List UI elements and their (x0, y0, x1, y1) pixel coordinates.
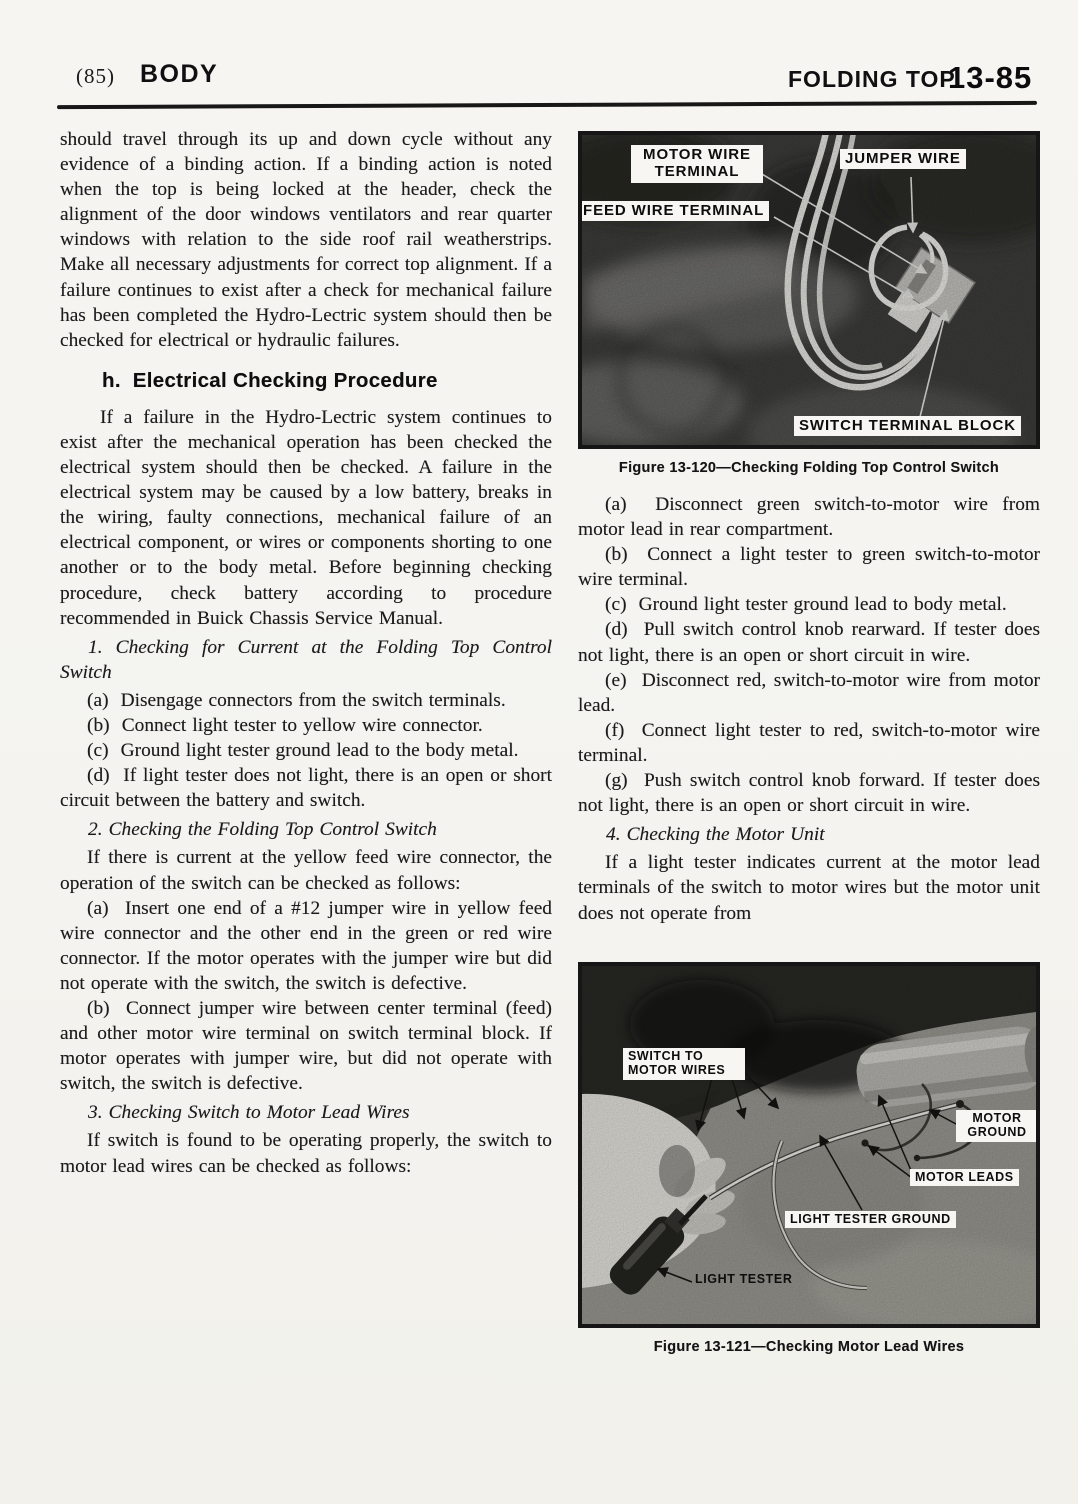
label-switch-to-motor-wires: SWITCH TO MOTOR WIRES (623, 1048, 745, 1080)
subheading-3: 3. Checking Switch to Motor Lead Wires (88, 1102, 410, 1124)
list-item: (b) Connect light tester to yellow wire connector. (87, 714, 483, 736)
list-item: (b) Connect jumper wire between center terminal (feed) and other motor wire terminal on switch terminal block. If motor operates with jumper wire, but did not operate with switch, the switch is defective. (60, 998, 552, 1095)
label-motor-wire-terminal: MOTOR WIRE TERMINAL (631, 145, 763, 183)
heading-electrical-checking-procedure: h. Electrical Checking Procedure (102, 368, 438, 392)
figure-13-121-caption: Figure 13-121—Checking Motor Lead Wires (653, 1338, 965, 1355)
list-item: (e) Disconnect red, switch-to-motor wire from motor lead. (578, 669, 1040, 716)
page-ref: (85) (76, 64, 115, 88)
list-item: (a) Insert one end of a #12 jumper wire in yellow feed wire connector and the other end in the green or red wire connector. If the motor operates with the jumper wire but did not operate with the switch, the switch is defective. (60, 897, 552, 994)
list-item: (a) Disengage connectors from the switch terminals. (87, 689, 506, 711)
label-light-tester: LIGHT TESTER (695, 1271, 793, 1286)
paragraph-intro: If a failure in the Hydro-Lectric system continues to exist after the mechanical operation has been checked the electrical system should then be checked. A failure in the electrical system may be caused by a low battery, breaks in the wiring, faulty connections, mechanical failure of an electrical component, or wires or components shorting to one another or to the body metal. Before beginning checking procedure, check battery according to procedure recommended in Buick Chassis Service Manual. (60, 406, 552, 629)
list-item: (a) Disconnect green switch-to-motor wire from motor lead in rear compartment. (578, 494, 1040, 541)
figure-13-120-caption: Figure 13-120—Checking Folding Top Control Switch (618, 460, 1000, 476)
label-light-tester-ground: LIGHT TESTER GROUND (785, 1211, 956, 1229)
chapter-title: FOLDING TOP (788, 66, 956, 92)
header-rule (57, 101, 1037, 109)
figure-13-120 (578, 131, 1040, 476)
label-switch-terminal-block: SWITCH TERMINAL BLOCK (794, 416, 1021, 436)
list-item: (g) Push switch control knob forward. If tester does not light, there is an open or short circuit in wire. (578, 770, 1040, 817)
subheading-4: 4. Checking the Motor Unit (606, 824, 825, 846)
section-title: BODY (140, 60, 219, 88)
paragraph: If switch is found to be operating properly, the switch to motor lead wires can be checked as follows: (60, 1130, 552, 1177)
list-item: (f) Connect light tester to red, switch-to-motor wire terminal. (578, 719, 1040, 766)
page-number: 13-85 (948, 60, 1033, 95)
paragraph: If a light tester indicates current at the motor lead terminals of the switch to motor wires but the motor unit does not operate from (578, 852, 1040, 924)
figure-13-120-photo (578, 131, 1040, 449)
figure-13-121-photo (578, 962, 1040, 1328)
list-item: (d) Pull switch control knob rearward. If tester does not light, there is an open or short circuit in wire. (578, 619, 1040, 666)
label-feed-wire-terminal: FEED WIRE TERMINAL (578, 201, 769, 221)
paragraph-continuation: should travel through its up and down cycle without any evidence of a binding action. If a binding action is noted when the top is being locked at the header, check the alignment of the door windows ventilators and rear quarter windows with relation to the side roof rail weatherstrips. Make all necessary adjustments for correct top alignment. If a failure continues to exist after a check for mechanical failure has been completed the Hydro-Lectric system should then be checked for electrical or hydraulic failures. (60, 129, 552, 351)
right-column (578, 131, 1040, 1371)
list-item: (c) Ground light tester ground lead to body metal. (605, 594, 1007, 616)
list-item: (c) Ground light tester ground lead to the body metal. (87, 740, 519, 762)
subheading-1: 1. Checking for Current at the Folding Top Control Switch (60, 636, 552, 683)
subheading-2: 2. Checking the Folding Top Control Switch (88, 819, 437, 841)
label-motor-leads: MOTOR LEADS (910, 1169, 1019, 1187)
figure-13-121 (578, 962, 1040, 1355)
paragraph: If there is current at the yellow feed wire connector, the operation of the switch can be checked as follows: (60, 847, 552, 894)
figure-13-121-art (582, 966, 1036, 1324)
label-jumper-wire: JUMPER WIRE (840, 149, 966, 169)
list-item: (b) Connect a light tester to green switch-to-motor wire terminal. (578, 544, 1040, 591)
left-column (60, 127, 552, 1179)
list-item: (d) If light tester does not light, there is an open or short circuit between the battery and switch. (60, 765, 552, 812)
label-motor-ground: MOTOR GROUND (956, 1110, 1038, 1142)
